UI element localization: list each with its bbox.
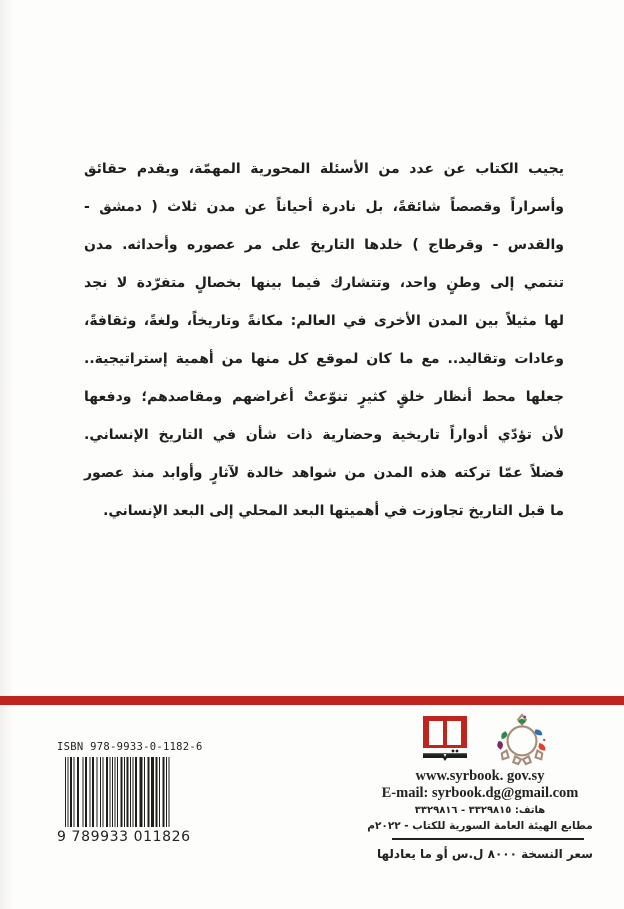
barcode-bar: [117, 757, 118, 827]
barcode-bar: [124, 757, 125, 827]
barcode-bar: [65, 757, 66, 827]
blurb-line: وعادات وتقاليد.. مع ما كان لموقع كل منها من أهمية إستراتيجية..: [84, 351, 564, 367]
barcode-bar: [103, 757, 104, 827]
barcode-bar: [77, 757, 79, 827]
blurb-line: جعلها محط أنظار خلقٍ كثيرٍ تنوّعتْ أغراضهم ومقاصدهم؛ ودفعها: [84, 389, 564, 405]
barcode-bar: [166, 757, 167, 827]
blurb-line: تنتمي إلى وطنٍ واحد، وتتشارك فيما بينها بخصالٍ متفرّدة لا نجد: [84, 275, 564, 291]
email-link[interactable]: E-mail: syrbook.dg@gmail.com: [381, 785, 579, 801]
barcode-bar: [68, 757, 69, 827]
barcode-bar: [127, 757, 129, 827]
barcode-bar: [135, 757, 137, 827]
barcode-bar: [148, 757, 150, 827]
price-divider: [392, 838, 584, 840]
blurb-line: يجيب الكتاب عن عدد من الأسئلة المحورية المهمّة، ويقدم حقائق: [84, 161, 564, 177]
barcode-bar: [92, 757, 94, 827]
blurb-line: ما قبل التاريخ تجاوزت في أهميتها البعد المحلي إلى البعد الإنساني.: [103, 503, 564, 519]
calligraphy-ring-logo-icon: [492, 712, 552, 770]
barcode-bar: [159, 757, 160, 827]
barcode-digits: 9 789933 011826: [57, 829, 191, 845]
barcode-bar: [100, 757, 101, 827]
back-cover-blurb: [84, 150, 564, 530]
barcode-bar: [163, 757, 165, 827]
isbn-block: [57, 740, 203, 846]
cover-edge-shadow: [0, 0, 14, 909]
barcode-bar: [169, 757, 170, 827]
phone-numbers: هاتف: ٣٣٢٩٨١٥ - ٣٣٢٩٨١٦: [414, 805, 546, 816]
barcode: [57, 757, 189, 846]
isbn-label: ISBN 978-9933-0-1182-6: [57, 741, 203, 753]
blurb-line: وأسراراً وقصصاً شائقةً، بل نادرة أحياناً عن مدن ثلاث ( دمشق -: [84, 199, 564, 215]
barcode-bar: [85, 757, 87, 827]
book-logo-icon: [421, 716, 469, 766]
blurb-line: والقدس - وقرطاج ) خلدها التاريخ على مر عصوره وأحداثه. مدن: [84, 237, 564, 253]
blurb-line: لأن تؤدّي أدواراً تاريخية وحضارية ذات شأن في التاريخ الإنساني.: [84, 427, 564, 443]
barcode-bar: [115, 757, 116, 827]
barcode-bar: [106, 757, 108, 827]
barcode-bar: [151, 757, 154, 827]
barcode-bar: [70, 757, 72, 827]
barcode-bar: [130, 757, 131, 827]
barcode-bar: [112, 757, 113, 827]
barcode-bar: [133, 757, 134, 827]
barcode-bar: [83, 757, 84, 827]
printer-credit: مطابع الهيئة العامة السورية للكتاب - ٢٠٢٢م: [367, 820, 593, 832]
red-divider: [0, 696, 624, 705]
barcode-bar: [97, 757, 98, 827]
barcode-bars-icon: [57, 757, 189, 827]
barcode-bar: [156, 757, 158, 827]
blurb-line: فضلاً عمّا تركته هذه المدن من شواهد خالدة لآثارٍ وأوابد منذ عصور: [84, 465, 564, 481]
barcode-bar: [121, 757, 123, 827]
barcode-bar: [110, 757, 111, 827]
website-link[interactable]: www.syrbook. gov.sy: [415, 768, 545, 784]
price-label: سعر النسخة ٨٠٠٠ ل.س أو ما يعادلها: [377, 847, 593, 861]
publisher-info: [360, 768, 600, 834]
barcode-bar: [90, 757, 91, 827]
barcode-bar: [74, 757, 75, 827]
blurb-line: لها مثيلاً بين المدن الأخرى في العالم: مكانةً وتاريخاً، ولغةً، وثقافةً،: [84, 313, 564, 329]
barcode-bar: [144, 757, 145, 827]
barcode-bar: [140, 757, 143, 827]
